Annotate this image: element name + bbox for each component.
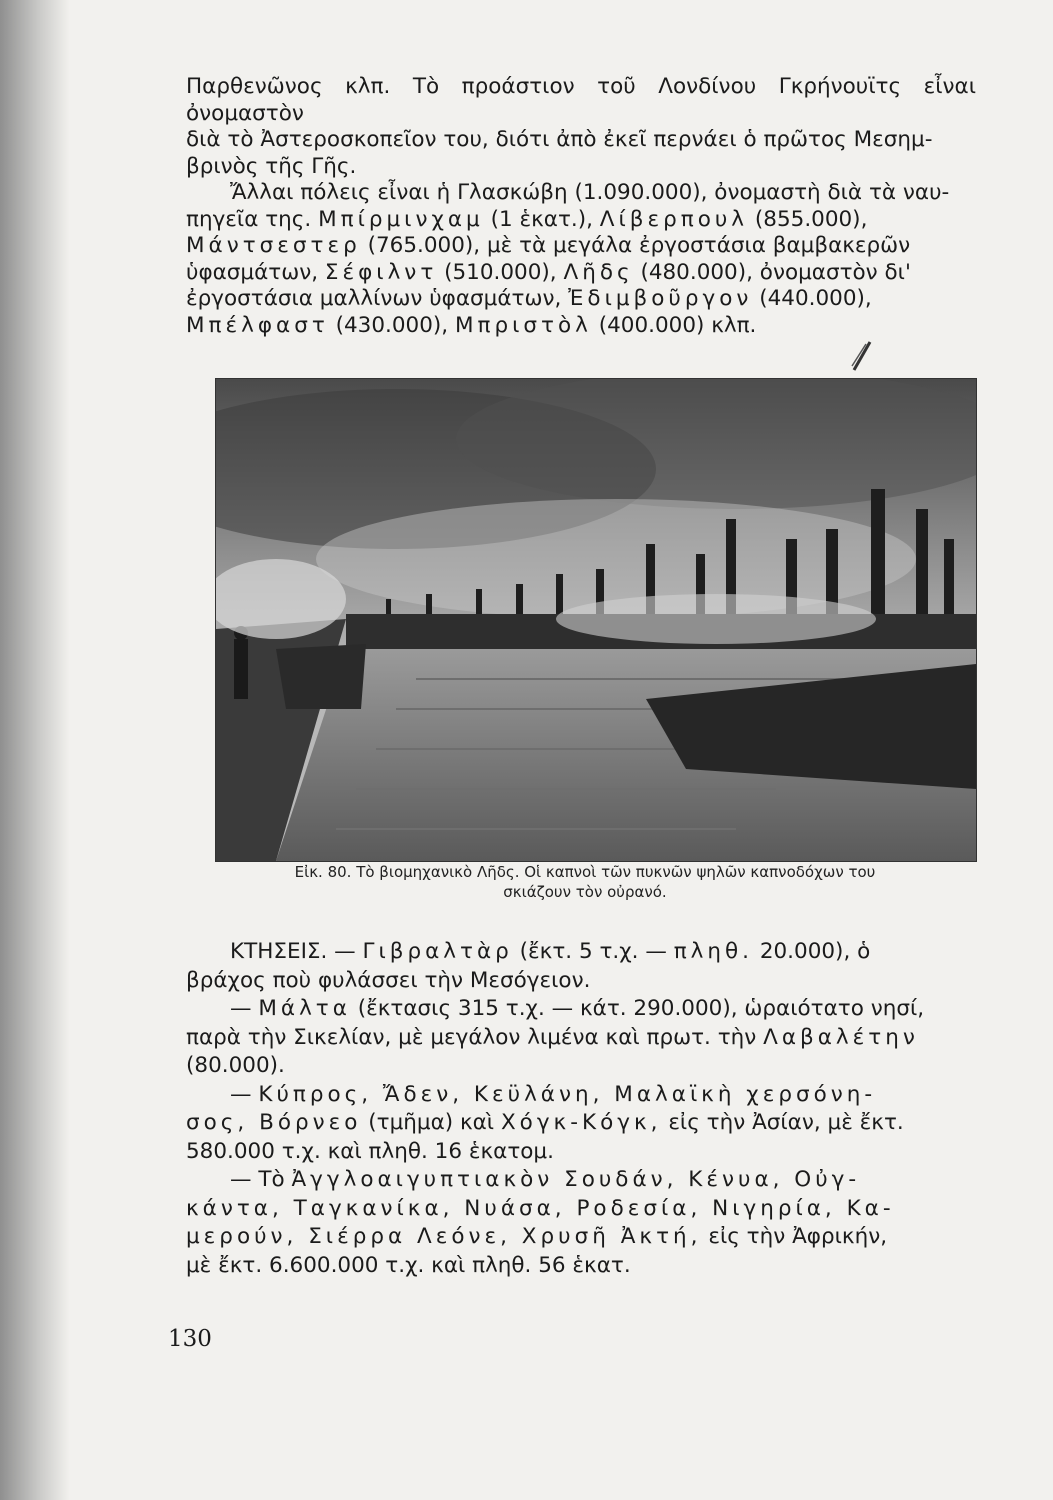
text-fragment: εἰς τὴν Ἀφρικήν,: [708, 1224, 888, 1249]
abbr-population: πληθ.: [673, 939, 753, 964]
city-bristol: Μπριστὸλ: [454, 312, 592, 338]
text-fragment: (440.000),: [759, 286, 872, 311]
text-fragment: παρὰ τὴν Σικελίαν, μὲ μεγάλον λιμένα καὶ πρωτ. τὴν: [186, 1024, 757, 1050]
text-fragment: (ἔκτασις 315 τ.χ. — κάτ. 290.000), ὡραιότατο νησί,: [357, 996, 925, 1021]
text-fragment: πηγεῖα της.: [186, 206, 312, 232]
city-edinburgh: Ἐδιμβοῦργον: [568, 286, 753, 311]
places-africa: κάντα, Ταγκανίκα, Νυάσα, Ροδεσία, Νιγηρία, Κα-: [186, 1195, 895, 1221]
paragraph-malta: [186, 995, 976, 1081]
text-fragment: εἰς τὴν Ἀσίαν, μὲ ἔκτ.: [668, 1110, 904, 1135]
text-fragment: (855.000),: [754, 206, 868, 232]
place-gibraltar: Γιβραλτὰρ: [362, 939, 513, 964]
places-africa: μερούν, Σιέρρα Λεόνε, Χρυσῆ Ἀκτή,: [186, 1224, 702, 1249]
city-manchester: Μάντσεστερ: [186, 233, 361, 258]
dash: —: [230, 996, 252, 1021]
city-belfast: Μπέλφαστ: [186, 312, 329, 338]
text-line: μὲ ἔκτ. 6.600.000 τ.χ. καὶ πληθ. 56 ἑκατ.: [186, 1252, 631, 1278]
figure-caption: [200, 862, 970, 902]
text-fragment: (510.000),: [444, 259, 557, 285]
dash: —: [230, 1081, 252, 1107]
caption-line: Εἰκ. 80. Τὸ βιομηχανικὸ Λῆδς. Οἱ καπνοὶ τῶν πυκνῶν ψηλῶν καπνοδόχων του: [294, 863, 876, 881]
paragraph-africa: [186, 1166, 976, 1280]
place-valletta: Λαβαλέτην: [763, 1024, 919, 1050]
text-line: βρινὸς τῆς Γῆς.: [186, 153, 357, 179]
caption-line: σκιάζουν τὸν οὐρανό.: [503, 883, 667, 901]
text-line: διὰ τὸ Ἀστεροσκοπεῖον του, διότι ἀπὸ ἐκεῖ περνάει ὁ πρῶτος Μεσημ-: [186, 127, 933, 152]
dash: — Τὸ: [230, 1167, 285, 1192]
paragraph-gibraltar: [186, 938, 976, 995]
steam-plume: [556, 594, 876, 644]
pencil-mark-icon: [848, 340, 876, 374]
text-fragment: (ἔκτ. 5 τ.χ. —: [519, 939, 667, 964]
paragraph-cities: [186, 180, 976, 339]
place-hongkong: Χόγκ-Κόγκ,: [500, 1110, 662, 1135]
paragraph-asia: [186, 1081, 976, 1167]
bottom-text-block: [186, 938, 976, 1280]
city-leeds: Λῆδς: [563, 259, 634, 285]
text-line: (80.000).: [186, 1053, 285, 1078]
top-text-block: [186, 74, 976, 339]
text-line: Ἄλλαι πόλεις εἶναι ἡ Γλασκώβη (1.090.000), ὀνομαστὴ διὰ τὰ ναυ-: [230, 180, 950, 205]
places-africa: Ἀγγλοαιγυπτιακὸν Σουδάν, Κένυα, Οὐγ-: [291, 1167, 861, 1192]
city-sheffield: Σέφιλντ: [324, 259, 438, 285]
section-heading: ΚΤΗΣΕΙΣ. —: [230, 939, 356, 964]
text-fragment: ἐργοστάσια μαλλίνων ὑφασμάτων,: [186, 286, 562, 311]
industrial-leeds-illustration: [215, 378, 977, 862]
text-fragment: (τμῆμα) καὶ: [368, 1110, 495, 1135]
text-fragment: (1 ἑκατ.),: [490, 206, 593, 232]
city-liverpool: Λίβερπουλ: [599, 206, 749, 232]
barge-left: [276, 644, 366, 709]
page-number: 130: [168, 1326, 212, 1352]
text-line: βράχος ποὺ φυλάσσει τὴν Μεσόγειον.: [186, 967, 591, 993]
text-fragment: (400.000) κλπ.: [598, 312, 757, 338]
text-fragment: ὑφασμάτων,: [186, 259, 319, 285]
text-fragment: 20.000), ὁ: [759, 939, 871, 964]
figure-person: [234, 639, 248, 699]
text-line: 580.000 τ.χ. καὶ πληθ. 16 ἑκατομ.: [186, 1138, 554, 1164]
places-asia: Κύπρος, Ἄδεν, Κεϋλάνη, Μαλαϊκὴ χερσόνη-: [258, 1081, 877, 1107]
illustration-drawing: [216, 379, 976, 861]
text-line: Παρθενῶνος κλπ. Τὸ προάστιον τοῦ Λονδίνου Γκρήνουϊτς εἶναι ὀνομαστὸν: [186, 74, 976, 126]
paragraph-greenwich: [186, 74, 976, 180]
text-fragment: (430.000),: [335, 312, 449, 338]
place-borneo: σος, Βόρνεο: [186, 1110, 362, 1135]
place-malta: Μάλτα: [258, 996, 351, 1021]
text-fragment: (765.000), μὲ τὰ μεγάλα ἐργοστάσια βαμβακερῶν: [367, 233, 911, 258]
text-fragment: (480.000), ὀνομαστὸν δι': [640, 259, 911, 285]
city-birmingham: Μπίρμινχαμ: [318, 206, 484, 232]
